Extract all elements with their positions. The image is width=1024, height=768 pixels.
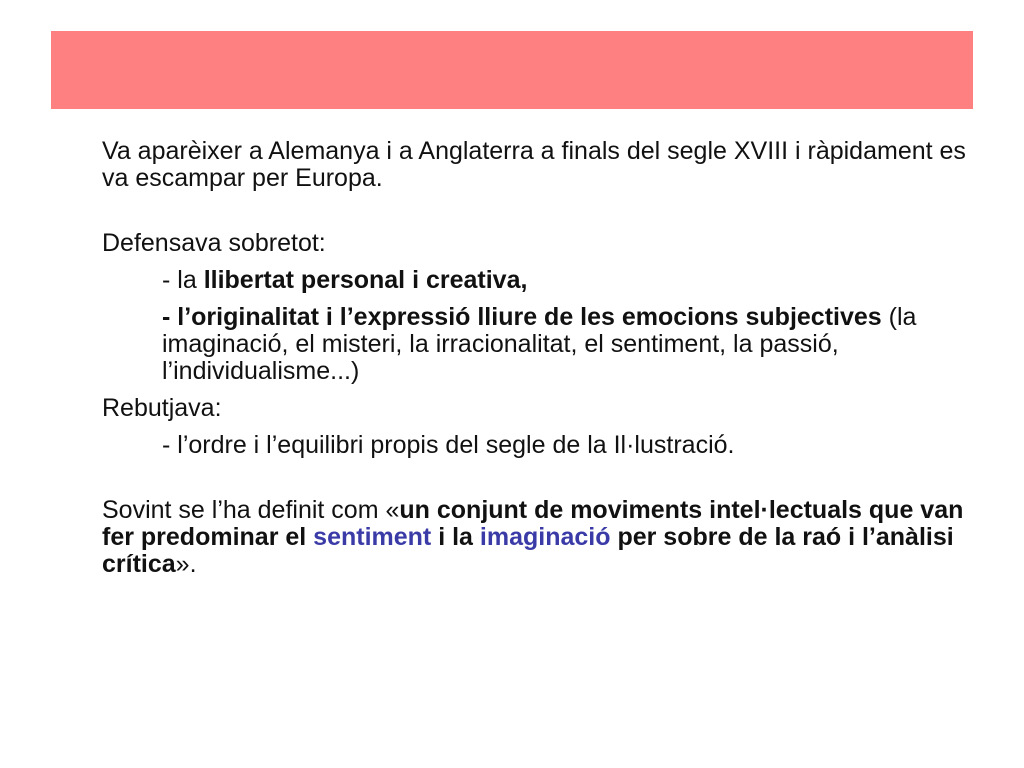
definition-highlight-imaginacio: imaginació (479, 523, 611, 551)
definition-bold-1: un conjunt de moviments intel·lectuals que van fer predominar el (102, 496, 964, 551)
definition-suffix: ». (175, 550, 197, 578)
definition-bold-2: i la (431, 523, 480, 551)
definition-prefix: Sovint se l’ha definit com « (102, 496, 400, 524)
slide-body (102, 138, 982, 578)
rejected-heading: Rebutjava: (102, 394, 222, 422)
definition-highlight-sentiment: sentiment (313, 523, 432, 551)
defended-item-2-bold: - l’originalitat i l’expressió lliure de les emocions subjectives (162, 303, 882, 331)
defended-item-2 (102, 304, 982, 385)
intro-paragraph: Va aparèixer a Alemanya i a Anglaterra a finals del segle XVIII i ràpidament es va escampar per Europa. (102, 137, 966, 192)
title-bar (51, 31, 973, 109)
defended-item-1-prefix: - la (162, 266, 204, 294)
definition-paragraph (102, 497, 982, 578)
defended-item-2-rest: (la imaginació, el misteri, la irracionalitat, el sentiment, la passió, l’individualisme...) (162, 303, 917, 385)
defended-item-1 (102, 267, 982, 294)
rejected-item-1: - l’ordre i l’equilibri propis del segle de la Il·lustració. (162, 431, 735, 459)
defended-heading: Defensava sobretot: (102, 229, 326, 257)
definition-bold-3: per sobre de la raó i l’anàlisi crítica (102, 523, 954, 578)
defended-item-1-bold: llibertat personal i creativa, (203, 266, 528, 294)
